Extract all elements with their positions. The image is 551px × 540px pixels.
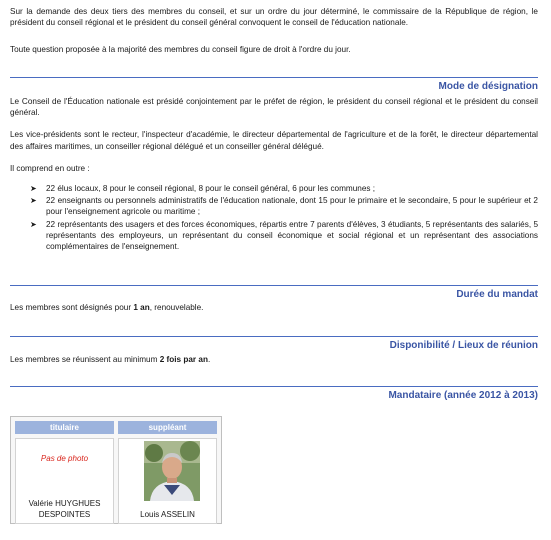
no-photo-label: Pas de photo (40, 454, 89, 463)
reunion-text: Les membres se réunissent au minimum 2 fois par an. (10, 355, 211, 364)
mandataire-card (10, 416, 222, 524)
section-heading-mandataire: Mandataire (année 2012 à 2013) (10, 386, 538, 402)
section-heading-reunion: Disponibilité / Lieux de réunion (10, 336, 538, 352)
section-heading-designation: Mode de désignation (10, 77, 538, 93)
portrait-image (144, 441, 200, 501)
designation-paragraph-3: Il comprend en outre : (10, 163, 90, 173)
list-item: ➤ 22 enseignants ou personnels administratifs de l'éducation nationale, dont 15 pour le primaire et le secondaire, 5 pour le supérieur et 2 pour l'enseignement agricole ou maritime ; (30, 196, 538, 217)
titulaire-cell (15, 438, 114, 524)
list-item: ➤ 22 élus locaux, 8 pour le conseil régional, 8 pour le conseil général, 6 pour les communes ; (30, 184, 376, 194)
designation-paragraph-2: Les vice-présidents sont le recteur, l'inspecteur d'académie, le directeur départemental de l'agriculture et de la forêt, le directeur départemental des affaires maritimes, un conseiller régional délégué et un conseiller général délégué. (10, 130, 538, 151)
titulaire-header: titulaire (15, 421, 114, 434)
suppleant-name: Louis ASSELIN (140, 510, 195, 519)
suppleant-header: suppléant (118, 421, 217, 434)
suppleant-photo (144, 441, 200, 501)
mandat-body (10, 302, 538, 324)
arrow-bullet-icon: ➤ (30, 184, 37, 194)
composition-list (30, 183, 538, 252)
reunion-body (10, 354, 538, 376)
intro-paragraph-1: Sur la demande des deux tiers des membres du conseil, et sur un ordre du jour déterminé, le commissaire de la République de région, le président du conseil régional et le président du conseil général convoquent le conseil de l'éducation nationale. (10, 7, 538, 28)
mandataire-table (11, 417, 221, 528)
arrow-bullet-icon: ➤ (30, 219, 37, 229)
titulaire-name: Valérie HUYGHUES DESPOINTES (28, 499, 101, 519)
intro-paragraph-2: Toute question proposée à la majorité des membres du conseil figure de droit à l'ordre du jour. (10, 45, 351, 54)
designation-body (10, 96, 538, 252)
suppleant-cell (118, 438, 217, 524)
designation-paragraph-1: Le Conseil de l'Éducation nationale est présidé conjointement par le préfet de région, le président du conseil régional et le président du conseil général. (10, 97, 538, 118)
arrow-bullet-icon: ➤ (30, 196, 37, 206)
list-item: ➤ 22 représentants des usagers et des forces économiques, répartis entre 7 parents d'élèves, 3 étudiants, 5 représentants des salariés, 5 représentants des employeurs, un représentant du conseil économique et social régional et un représentant des associations complémentaires de l'enseignement. (30, 219, 538, 252)
section-heading-mandat: Durée du mandat (10, 285, 538, 301)
mandat-text: Les membres sont désignés pour 1 an, renouvelable. (10, 303, 204, 312)
